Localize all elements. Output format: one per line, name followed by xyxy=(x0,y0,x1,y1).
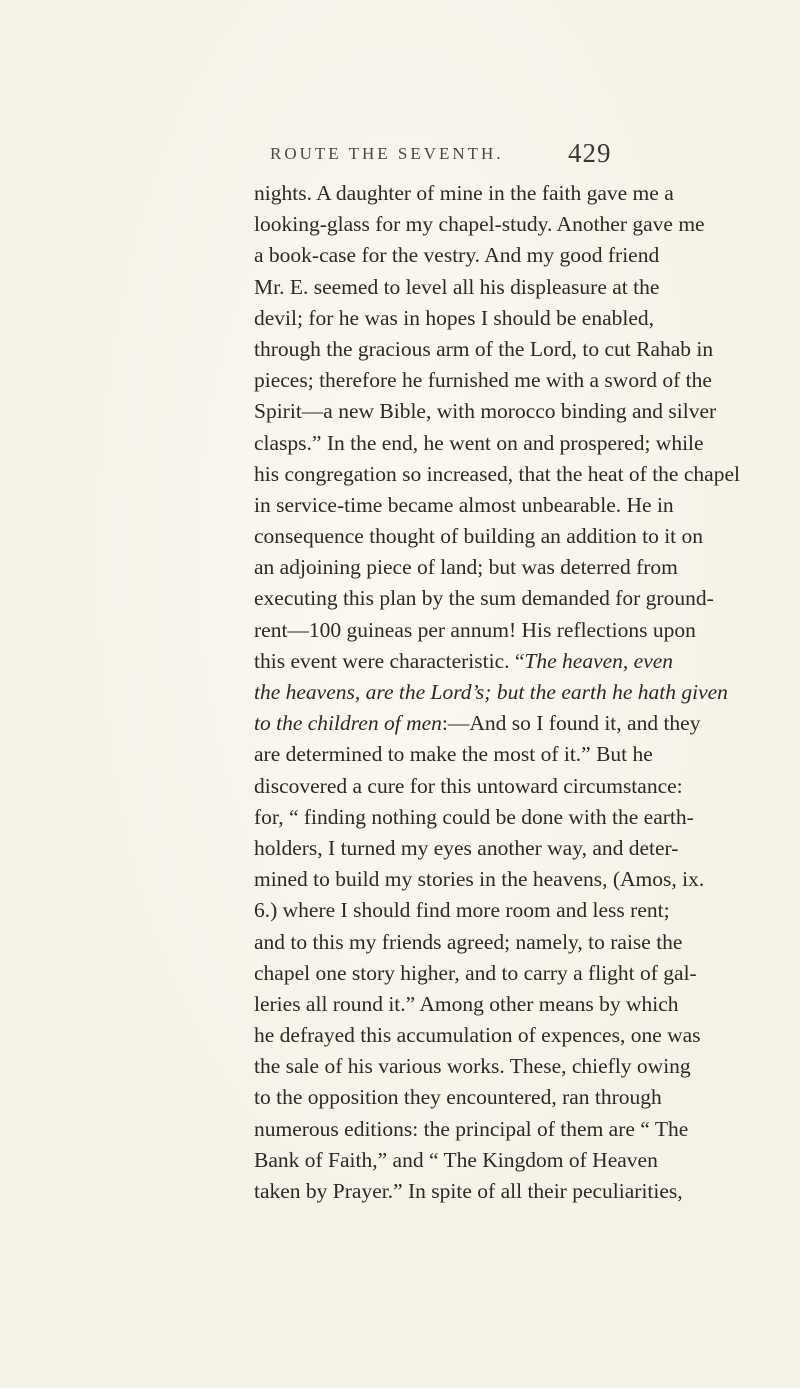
text-line xyxy=(254,927,683,958)
text-segment: Spirit—a new Bible, with morocco binding and silver xyxy=(254,399,717,424)
text-segment: the sale of his various works. These, chiefly owing xyxy=(254,1054,691,1079)
italic-text: to the children of men xyxy=(254,711,442,736)
text-line xyxy=(254,615,696,646)
text-line xyxy=(254,521,704,552)
body-text xyxy=(254,178,740,1207)
text-line xyxy=(254,178,674,209)
text-line xyxy=(254,739,653,770)
text-line xyxy=(254,396,717,427)
text-segment: leries all round it.” Among other means by which xyxy=(254,991,679,1016)
text-line xyxy=(254,958,697,989)
text-line xyxy=(254,583,714,614)
text-segment: he defrayed this accumulation of expences, one was xyxy=(254,1023,701,1048)
text-segment: consequence thought of building an addition to it on xyxy=(254,524,704,549)
text-line xyxy=(254,771,683,802)
text-line xyxy=(254,1051,691,1082)
text-segment: looking-glass for my chapel-study. Another gave me xyxy=(254,212,705,237)
text-segment: his congregation so increased, that the heat of the chapel xyxy=(254,461,740,486)
text-segment: this event were characteristic. “ xyxy=(254,648,525,673)
text-segment: 6.) where I should find more room and less rent; xyxy=(254,898,670,923)
text-segment: holders, I turned my eyes another way, and deter- xyxy=(254,835,679,860)
italic-text: The heaven, even xyxy=(524,648,674,673)
text-segment: in service-time became almost unbearable. He in xyxy=(254,492,674,517)
text-segment: clasps.” In the end, he went on and prospered; while xyxy=(254,430,704,455)
text-segment: and to this my friends agreed; namely, to raise the xyxy=(254,929,683,954)
text-line xyxy=(254,677,728,708)
text-line xyxy=(254,272,660,303)
page-number: 429 xyxy=(568,138,612,168)
text-segment: for, “ finding nothing could be done with the earth- xyxy=(254,804,694,829)
text-line xyxy=(254,802,694,833)
text-line xyxy=(254,708,701,739)
text-line xyxy=(254,334,714,365)
text-line xyxy=(254,240,660,271)
text-segment: chapel one story higher, and to carry a flight of gal- xyxy=(254,960,697,985)
text-segment: rent—100 guineas per annum! His reflections upon xyxy=(254,617,696,642)
text-line xyxy=(254,303,655,334)
text-segment: an adjoining piece of land; but was deterred from xyxy=(254,555,678,580)
text-segment: taken by Prayer.” In spite of all their peculiarities, xyxy=(254,1179,683,1203)
text-line xyxy=(254,490,674,521)
text-line xyxy=(254,864,705,895)
text-line xyxy=(254,365,712,396)
text-segment: pieces; therefore he furnished me with a sword of the xyxy=(254,368,712,393)
text-line xyxy=(254,895,670,926)
running-head: ROUTE THE SEVENTH. xyxy=(270,144,504,163)
text-segment: numerous editions: the principal of them are “ The xyxy=(254,1116,689,1141)
text-segment: are determined to make the most of it.” But he xyxy=(254,742,653,767)
text-line xyxy=(254,428,704,459)
text-line xyxy=(254,459,740,490)
text-segment: executing this plan by the sum demanded for ground- xyxy=(254,586,714,611)
text-line xyxy=(254,1145,658,1176)
text-line xyxy=(254,833,679,864)
text-line xyxy=(254,1082,662,1113)
text-line xyxy=(254,209,705,240)
text-segment: through the gracious arm of the Lord, to cut Rahab in xyxy=(254,336,714,361)
text-segment: discovered a cure for this untoward circumstance: xyxy=(254,773,683,798)
italic-text: the heavens, are the Lord’s; but the earth he hath given xyxy=(254,680,728,704)
text-segment: nights. A daughter of mine in the faith gave me a xyxy=(254,181,674,205)
text-segment: a book-case for the vestry. And my good friend xyxy=(254,243,660,268)
text-segment: :—And so I found it, and they xyxy=(441,711,701,736)
text-segment: mined to build my stories in the heavens, (Amos, ix. xyxy=(254,867,705,892)
text-segment: devil; for he was in hopes I should be enabled, xyxy=(254,305,655,330)
text-segment: to the opposition they encountered, ran through xyxy=(254,1085,662,1110)
text-line xyxy=(254,552,678,583)
text-line xyxy=(254,1176,683,1207)
text-line xyxy=(254,646,674,677)
text-line xyxy=(254,1114,689,1145)
text-segment: Mr. E. seemed to level all his displeasure at the xyxy=(254,274,660,299)
text-line xyxy=(254,1020,701,1051)
text-line xyxy=(254,989,679,1020)
text-segment: Bank of Faith,” and “ The Kingdom of Heaven xyxy=(254,1147,658,1172)
